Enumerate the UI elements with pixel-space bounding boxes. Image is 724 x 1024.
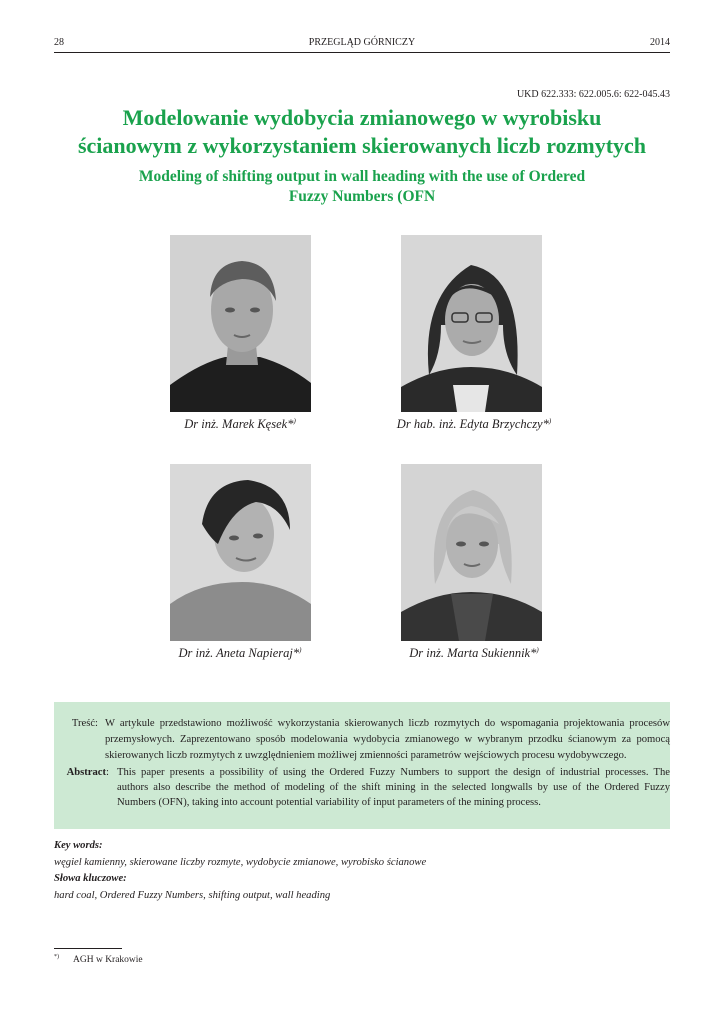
title-english [80, 167, 644, 207]
title-english-line-2: Fuzzy Numbers (OFN [288, 188, 436, 205]
author-caption-brzychczy [344, 417, 604, 432]
header-rule [54, 52, 670, 53]
author-photo-kesek [170, 235, 311, 412]
abstract-english-line-3: Numbers (OFN), taking into account potential variability of input parameters of the mining process. [117, 797, 541, 808]
footnote-mark: ) [293, 417, 296, 425]
footnote-mark: ) [548, 417, 552, 425]
author-name: Dr inż. Aneta Napieraj* [178, 646, 300, 661]
footnote-mark: ) [536, 646, 539, 654]
abstract-polish-line-2: przemysłowych. Zaprezentowano sposób modelowania wydobycia zmianowego w wybranym przodku ścianowym za pomocą [105, 734, 670, 745]
author-name: Dr inż. Marta Sukiennik* [409, 646, 537, 661]
author-name: Dr hab. inż. Edyta Brzychczy* [396, 417, 549, 432]
abstract-polish-line-3: skierowanych liczb rozmytych z uwzględnieniem możliwej zmienności parametrów wejściowych procesu wydobywczego. [105, 750, 627, 761]
page-number: 28 [54, 37, 64, 48]
author-photo-napieraj [170, 464, 311, 641]
abstract-polish-label: Treść: [71, 718, 98, 729]
author-name: Dr inż. Marek Kęsek* [184, 417, 294, 432]
title-polish [40, 104, 684, 160]
title-polish-line-1: Modelowanie wydobycia zmianowego w wyrobisku [122, 105, 602, 130]
slowa-kluczowe-label: Słowa kluczowe: [54, 873, 127, 884]
abstract-polish-line-1: W artykule przedstawiono możliwość wykorzystania skierowanych liczb rozmytych do wspomagania projektowania procesów [105, 718, 670, 729]
author-caption-napieraj [110, 646, 370, 661]
abstract-english-line-1: This paper presents a possibility of using the Ordered Fuzzy Numbers to support the design of industrial processes. The [117, 767, 670, 778]
footnote-mark: ) [299, 646, 302, 654]
footnote-text: AGH w Krakowie [73, 955, 143, 966]
slowa-kluczowe-text: hard coal, Ordered Fuzzy Numbers, shifting output, wall heading [54, 890, 331, 901]
title-polish-line-2: ścianowym z wykorzystaniem skierowanych liczb rozmytych [77, 133, 647, 158]
ukd-classification: UKD 622.333: 622.005.6: 622-045.43 [516, 89, 670, 100]
author-caption-kesek [110, 417, 370, 432]
abstract-box [54, 702, 670, 829]
abstract-english-label: Abstract [66, 767, 106, 778]
footnote-rule [54, 948, 122, 949]
footnote-mark: *) [54, 954, 59, 960]
issue-year: 2014 [650, 37, 670, 48]
author-photo-sukiennik [401, 464, 542, 641]
journal-name: PRZEGLĄD GÓRNICZY [308, 37, 416, 48]
abstract-english-colon: : [106, 767, 109, 778]
running-header [54, 37, 670, 51]
title-english-line-1: Modeling of shifting output in wall heading with the use of Ordered [138, 168, 586, 185]
key-words-label: Key words: [54, 840, 103, 851]
abstract-english-line-2: authors also describe the method of modeling of the shift mining in the selected longwalls by use of the Ordered Fuzzy [117, 782, 670, 793]
footnote [54, 954, 143, 965]
author-caption-sukiennik [344, 646, 604, 661]
author-photo-brzychczy [401, 235, 542, 412]
key-words-text: węgiel kamienny, skierowane liczby rozmyte, wydobycie zmianowe, wyrobisko ścianowe [54, 857, 427, 868]
